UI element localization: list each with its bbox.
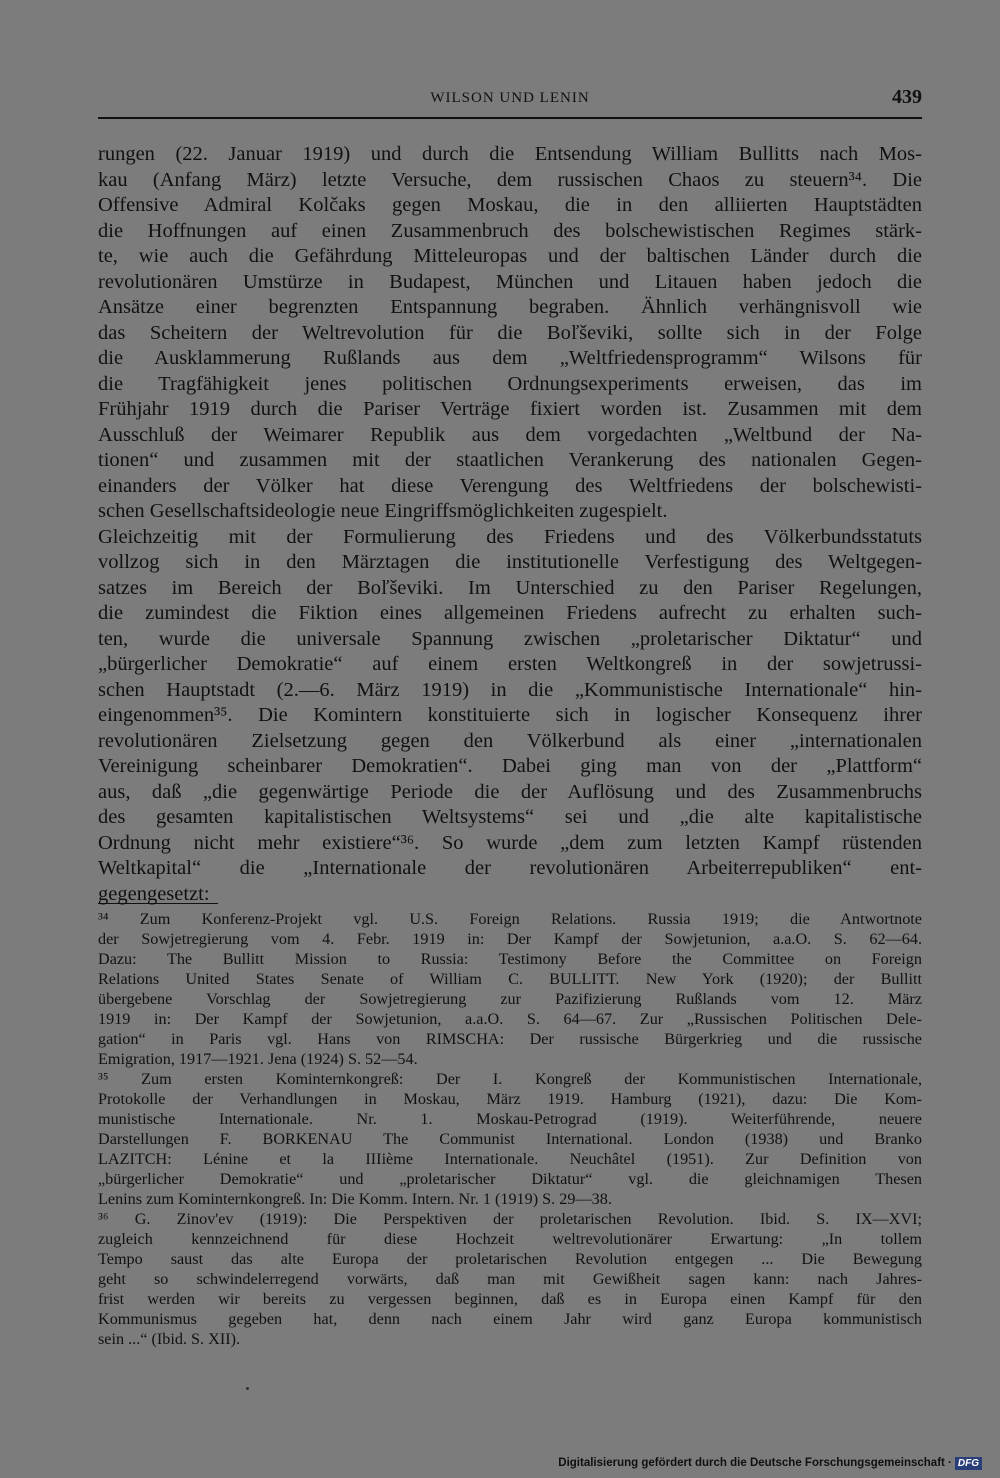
footnote-34-line: ³⁴ Zum Konferenz-Projekt vgl. U.S. Foreign Relations. Russia 1919; die Antwortnote <box>98 910 922 928</box>
text-line: vollzog sich in den Märztagen die institutionelle Verfestigung des Weltgegen- <box>98 551 922 573</box>
footnote-35-line: Protokolle der Verhandlungen in Moskau, März 1919. Hamburg (1921), dazu: Die Kom- <box>98 1090 922 1108</box>
footnote-34-line: 1919 in: Der Kampf der Sowjetunion, a.a.O. S. 64—67. Zur „Russischen Politischen Dele- <box>98 1010 922 1028</box>
text-line: Weltkapital“ die „Internationale der revolutionären Arbeiterrepubliken“ ent- <box>98 857 922 879</box>
text-line: Gleichzeitig mit der Formulierung des Friedens und des Völkerbundsstatuts <box>98 525 922 548</box>
text-line: Offensive Admiral Kolčaks gegen Moskau, die in den alliierten Hauptstädten <box>98 194 922 216</box>
footnote-34-line: Emigration, 1917—1921. Jena (1924) S. 52—54. <box>98 1050 418 1068</box>
text-line: aus, daß „die gegenwärtige Periode die der Auflösung und des Zusammenbruchs <box>98 780 922 803</box>
text-line: das Scheitern der Weltrevolution für die Boľševiki, sollte sich in der Folge <box>98 321 922 344</box>
footnote-35-line: Lenins zum Kominternkongreß. In: Die Komm. Intern. Nr. 1 (1919) S. 29—38. <box>98 1190 612 1208</box>
text-line: die Hoffnungen auf einen Zusammenbruch des bolschewistischen Regimes stärk- <box>98 219 922 242</box>
footnote-34-line: Dazu: The Bullitt Mission to Russia: Testimony Before the Committee on Foreign <box>98 950 922 968</box>
footnote-36-line: geht so schwindelerregend vorwärts, daß man mit Gewißheit sagen kann: nach Jahres- <box>98 1270 922 1288</box>
text-line: revolutionären Zielsetzung gegen den Völkerbund als einer „internationalen <box>98 729 922 752</box>
footnote-35-line: Darstellungen F. BORKENAU The Communist International. London (1938) und Branko <box>98 1130 922 1148</box>
text-line: Ansätze einer begrenzten Entspannung begraben. Ähnlich verhängnisvoll wie <box>98 296 922 318</box>
text-line: Vereinigung scheinbarer Demokratien“. Dabei ging man von der „Plattform“ <box>98 755 922 777</box>
print-speck <box>246 1387 249 1390</box>
footnote-34-line: gation“ in Paris vgl. Hans von RIMSCHA: Der russische Bürgerkrieg und die russische <box>98 1030 922 1048</box>
footnote-35-line: „bürgerlicher Demokratie“ und „proletarischer Diktatur“ vgl. die gleichnamigen Thesen <box>98 1170 922 1188</box>
footnote-36-line: ³⁶ G. Zinov'ev (1919): Die Perspektiven der proletarischen Revolution. Ibid. S. IX—XVI; <box>98 1210 922 1228</box>
text-line: Frühjahr 1919 durch die Pariser Verträge fixiert worden ist. Zusammen mit dem <box>98 398 922 420</box>
text-line: schen Hauptstadt (2.—6. März 1919) in die „Kommunistische Internationale“ hin- <box>98 678 922 701</box>
dfg-logo: DFG <box>955 1457 982 1470</box>
text-line: revolutionären Umstürze in Budapest, München und Litauen haben jedoch die <box>98 270 922 293</box>
text-line: ten, wurde die universale Spannung zwischen „proletarischer Diktatur“ und <box>98 627 922 650</box>
footnote-36-line: sein ...“ (Ibid. S. XII). <box>98 1330 241 1348</box>
footnote-35-line: munistische Internationale. Nr. 1. Moskau-Petrograd (1919). Weiterführende, neuere <box>98 1110 922 1128</box>
text-line: die Ausklammerung Rußlands aus dem „Weltfriedensprogramm“ Wilsons für <box>98 347 922 369</box>
digitization-credit <box>558 1454 982 1472</box>
credit-text: Digitalisierung gefördert durch die Deutsche Forschungsgemeinschaft · <box>558 1457 952 1469</box>
running-title: WILSON UND LENIN <box>430 90 590 106</box>
footnote-rule <box>98 903 218 904</box>
text-line: satzes im Bereich der Boľševiki. Im Unterschied zu den Pariser Regelungen, <box>98 576 922 599</box>
text-line: des gesamten kapitalistischen Weltsystems“ sei und „die alte kapitalistische <box>98 806 922 828</box>
footnote-36-line: Tempo saust das alte Europa der proletarischen Revolution entgegen ... Die Bewegung <box>98 1250 922 1268</box>
footnote-36-line: Kommunismus gegeben hat, denn nach einem Jahr wird ganz Europa kommunistisch <box>98 1310 922 1328</box>
text-line: Ausschluß der Weimarer Republik aus dem vorgedachten „Weltbund der Na- <box>98 423 922 446</box>
footnotes <box>98 909 922 1349</box>
text-line: die Tragfähigkeit jenes politischen Ordnungsexperiments erweisen, das im <box>98 372 922 395</box>
footnote-34-line: Relations United States Senate of William C. BULLITT. New York (1920); der Bullitt <box>98 970 922 988</box>
text-line: einanders der Völker hat diese Verengung des Weltfriedens der bolschewisti- <box>98 474 922 497</box>
text-line: die zumindest die Fiktion eines allgemeinen Friedens aufrecht zu erhalten such- <box>98 602 922 624</box>
footnote-36-line: zugleich kennzeichnend für diese Hochzeit weltrevolutionärer Erwartung: „In tollem <box>98 1230 922 1248</box>
text-line: tionen“ und zusammen mit der staatlichen Verankerung des nationalen Gegen- <box>98 449 922 471</box>
running-header <box>98 88 922 122</box>
text-line: kau (Anfang März) letzte Versuche, dem russischen Chaos zu steuern³⁴. Die <box>98 168 922 191</box>
footnote-34-line: übergebene Vorschlag der Sowjetregierung zur Pazifizierung Rußlands vom 12. März <box>98 990 922 1008</box>
text-line: te, wie auch die Gefährdung Mitteleuropas und der baltischen Länder durch die <box>98 245 922 267</box>
text-line: eingenommen³⁵. Die Komintern konstituierte sich in logischer Konsequenz ihrer <box>98 704 922 726</box>
main-text <box>98 142 922 907</box>
text-line: schen Gesellschaftsideologie neue Eingriffsmöglichkeiten zugespielt. <box>98 500 668 522</box>
text-line: Ordnung nicht mehr existiere“³⁶. So wurde „dem zum letzten Kampf rüstenden <box>98 831 922 854</box>
header-rule <box>98 117 922 119</box>
text-line: gegengesetzt: <box>98 882 210 905</box>
footnote-35-line: LAZITCH: Lénine et la IIIième Internationale. Neuchâtel (1951). Zur Definition von <box>98 1150 922 1168</box>
text-line: „bürgerlicher Demokratie“ auf einem ersten Weltkongreß in der sowjetrussi- <box>98 653 922 675</box>
text-line: rungen (22. Januar 1919) und durch die Entsendung William Bullitts nach Mos- <box>98 143 922 165</box>
footnote-35-line: ³⁵ Zum ersten Kominternkongreß: Der I. Kongreß der Kommunistischen Internationale, <box>98 1070 922 1088</box>
footnote-34-line: der Sowjetregierung vom 4. Febr. 1919 in: Der Kampf der Sowjetunion, a.a.O. S. 62—64. <box>98 930 922 948</box>
footnote-36-line: frist werden wir bereits zu vergessen beginnen, daß es in Europa einen Kampf für den <box>98 1290 922 1308</box>
page-number: 439 <box>892 86 922 108</box>
